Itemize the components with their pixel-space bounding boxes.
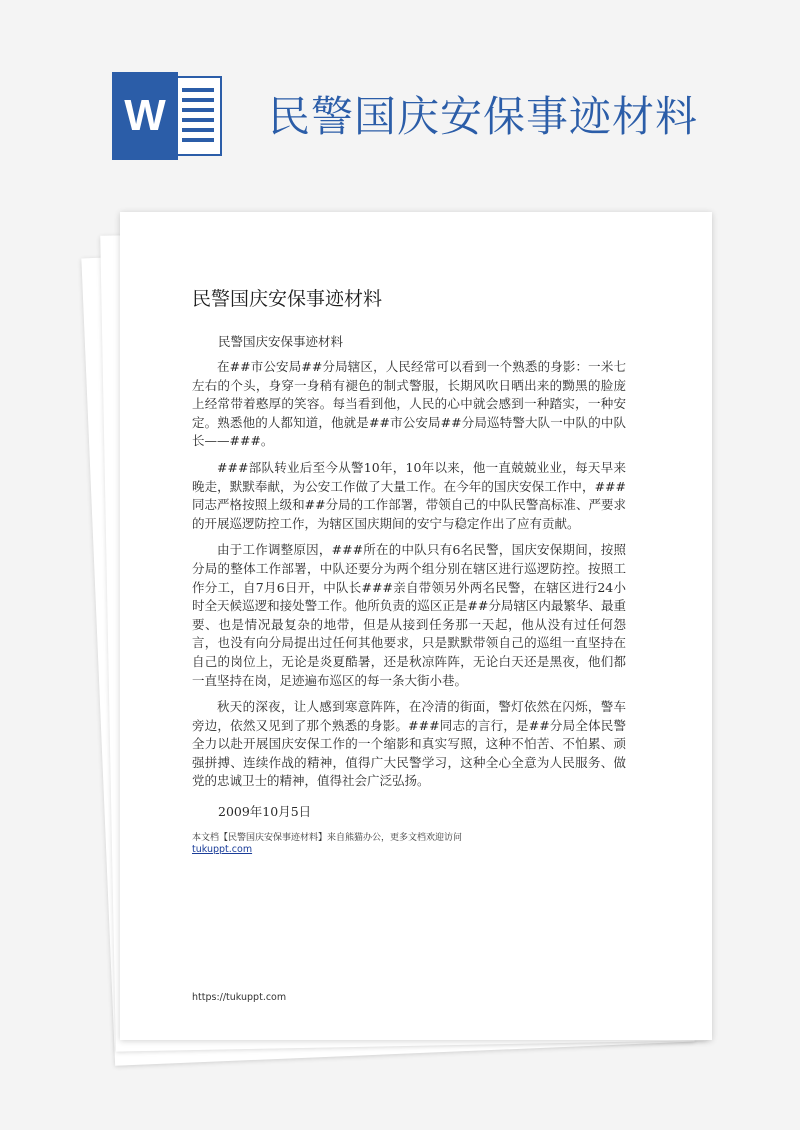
source-note: 本文档【民警国庆安保事迹材料】来自熊猫办公，更多文档欢迎访问 xyxy=(192,833,463,843)
paragraph: 由于工作调整原因，###所在的中队只有6名民警，国庆安保期间，按照分局的整体工作部署，中队还要分为两个组分别在辖区进行巡逻防控。按照工作分工，自7月6日开，中队长###亲自带领另外两名民警，在辖区进行24小时全天候巡逻和接处警工作。他所负责的巡区正是##分局辖区内最繁华、最重要、也是情况最复杂的地带，但是从接到任务那一天起，他从没有过任何怨言，也没有向分局提出过任何其他要求，只是默默带领自己的巡组一直坚持在自己的岗位上，无论是炎夏酷暑，还是秋凉阵阵，无论白天还是黑夜，他们都一直坚持在岗，足迹遍布巡区的每一条大街小巷。 xyxy=(192,542,626,688)
document-title: 民警国庆安保事迹材料 xyxy=(192,288,383,310)
document-subtitle: 民警国庆安保事迹材料 xyxy=(218,334,344,349)
document-page xyxy=(120,212,712,1040)
paragraph: ###部队转业后至今从警10年，10年以来，他一直兢兢业业，每天早来晚走，默默奉献，为公安工作做了大量工作。在今年的国庆安保工作中，###同志严格按照上级和##分局的工作部署，带领自己的中队民警高标准、严要求的开展巡逻防控工作，为辖区国庆期间的安宁与稳定作出了应有贡献。 xyxy=(192,459,626,531)
source-link[interactable]: tukuppt.com xyxy=(192,844,253,855)
document-body xyxy=(192,358,626,799)
header-title: 民警国庆安保事迹材料 xyxy=(268,92,699,141)
paragraph: 在##市公安局##分局辖区，人民经常可以看到一个熟悉的身影：一米七左右的个头，身穿一身稍有褪色的制式警服，长期风吹日晒出来的黝黑的脸庞上经常带着憨厚的笑容。每当看到他，人民的心中就会感到一种踏实，一种安定。熟悉他的人都知道，他就是##市公安局##分局巡特警大队一中队的中队长——###。 xyxy=(192,359,626,449)
document-date: 2009年10月5日 xyxy=(218,804,312,819)
word-document-icon xyxy=(112,72,224,160)
paragraph: 秋天的深夜，让人感到寒意阵阵，在冷清的街面，警灯依然在闪烁，警车旁边，依然又见到了那个熟悉的身影。###同志的言行，是##分局全体民警全力以赴开展国庆安保工作的一个缩影和真实写照，这种不怕苦、不怕累、顽强拼搏、连续作战的精神，值得广大民警学习，这种全心全意为人民服务、做党的忠诚卫士的精神，值得社会广泛弘扬。 xyxy=(192,699,626,789)
header xyxy=(0,0,800,200)
word-badge: W xyxy=(112,72,178,160)
footer-url: https://tukuppt.com xyxy=(192,992,287,1003)
